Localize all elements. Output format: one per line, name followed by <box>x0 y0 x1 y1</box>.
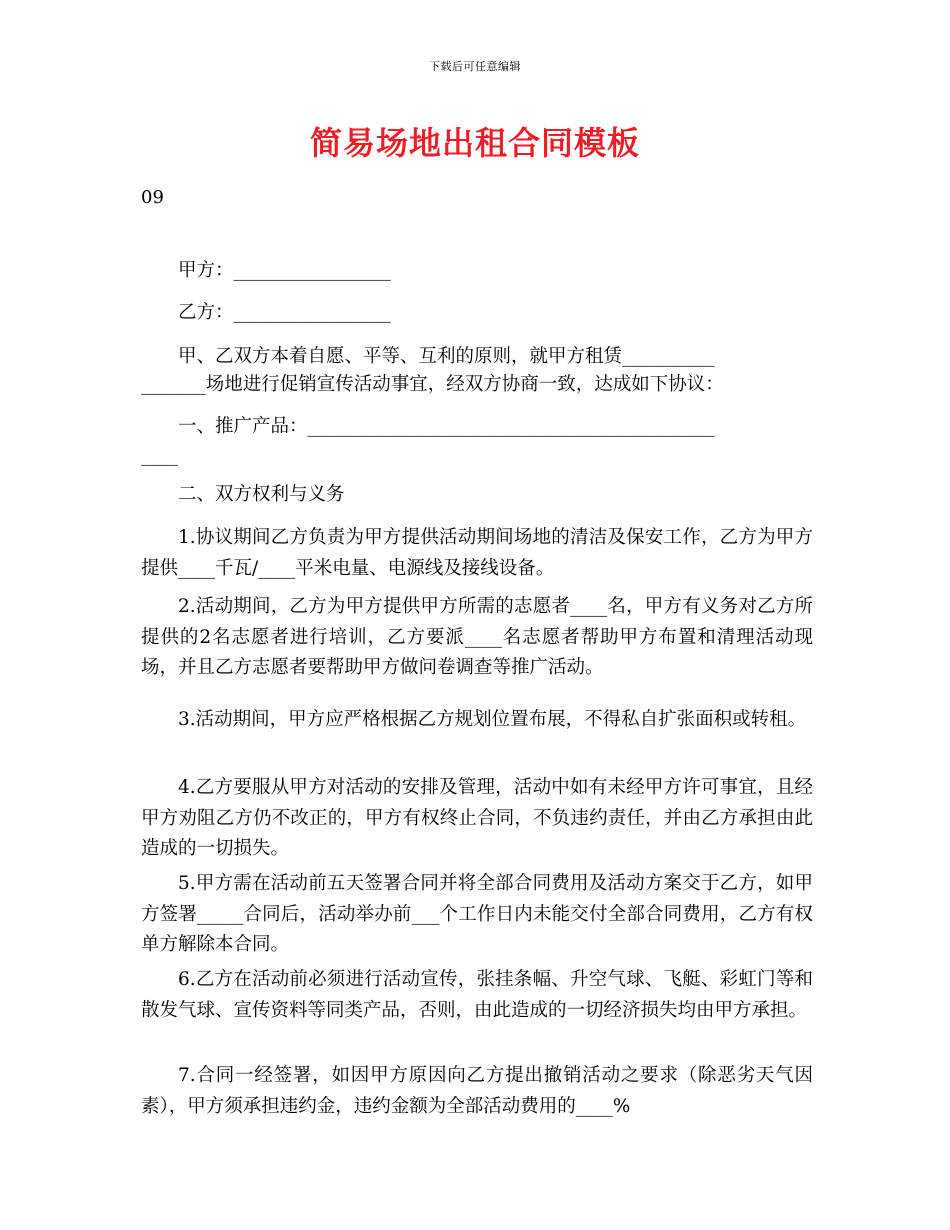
section-1-line-1: 一、推广产品：____________________________________________ <box>178 416 715 437</box>
clause-4: 4.乙方要服从甲方对活动的安排及管理，活动中如有未经甲方许可事宜，且经甲方劝阻乙方仍不改正的，甲方有权终止合同，不负违约责任，并由乙方承担由此造成的一切损失。 <box>141 777 813 859</box>
clause-7: 7.合同一经签署，如因甲方原因向乙方提出撤销活动之要求（除恶劣天气因素），甲方须承担违约金，违约金额为全部活动费用的____% <box>141 1065 813 1117</box>
section-2-heading: 二、双方权利与义务 <box>178 484 345 505</box>
header-note: 下载后可任意编辑 <box>429 60 521 73</box>
intro-line-1: 甲、乙双方本着自愿、平等、互利的原则，就甲方租赁__________ <box>178 346 715 367</box>
party-a-line: 甲方：_________________ <box>178 260 391 281</box>
clause-5: 5.甲方需在活动前五天签署合同并将全部合同费用及活动方案交于乙方，如甲方签署_____合同后，活动举办前___个工作日内未能交付全部合同费用，乙方有权单方解除本合同。 <box>141 873 813 955</box>
clause-6: 6.乙方在活动前必须进行活动宣传，张挂条幅、升空气球、飞艇、彩虹门等和散发气球、宣传资料等同类产品，否则，由此造成的一切经济损失均由甲方承担。 <box>141 969 813 1021</box>
section-1-line-2: ____ <box>141 445 178 466</box>
party-b-line: 乙方：_________________ <box>178 302 391 323</box>
clause-3: 3.活动期间，甲方应严格根据乙方规划位置布展，不得私自扩张面积或转租。 <box>178 709 807 730</box>
document-title: 简易场地出租合同模板 <box>309 124 640 162</box>
document-number: 09 <box>141 187 164 208</box>
intro-line-2: _______场地进行促销宣传活动事宜，经双方协商一致，达成如下协议： <box>141 374 724 395</box>
clause-1: 1.协议期间乙方负责为甲方提供活动期间场地的清洁及保安工作，乙方为甲方提供____千瓦/____平米电量、电源线及接线设备。 <box>141 527 813 579</box>
clause-2: 2.活动期间，乙方为甲方提供甲方所需的志愿者____名，甲方有义务对乙方所提供的2名志愿者进行培训，乙方要派____名志愿者帮助甲方布置和清理活动现场，并且乙方志愿者要帮助甲方做问卷调查等推广活动。 <box>141 596 813 678</box>
